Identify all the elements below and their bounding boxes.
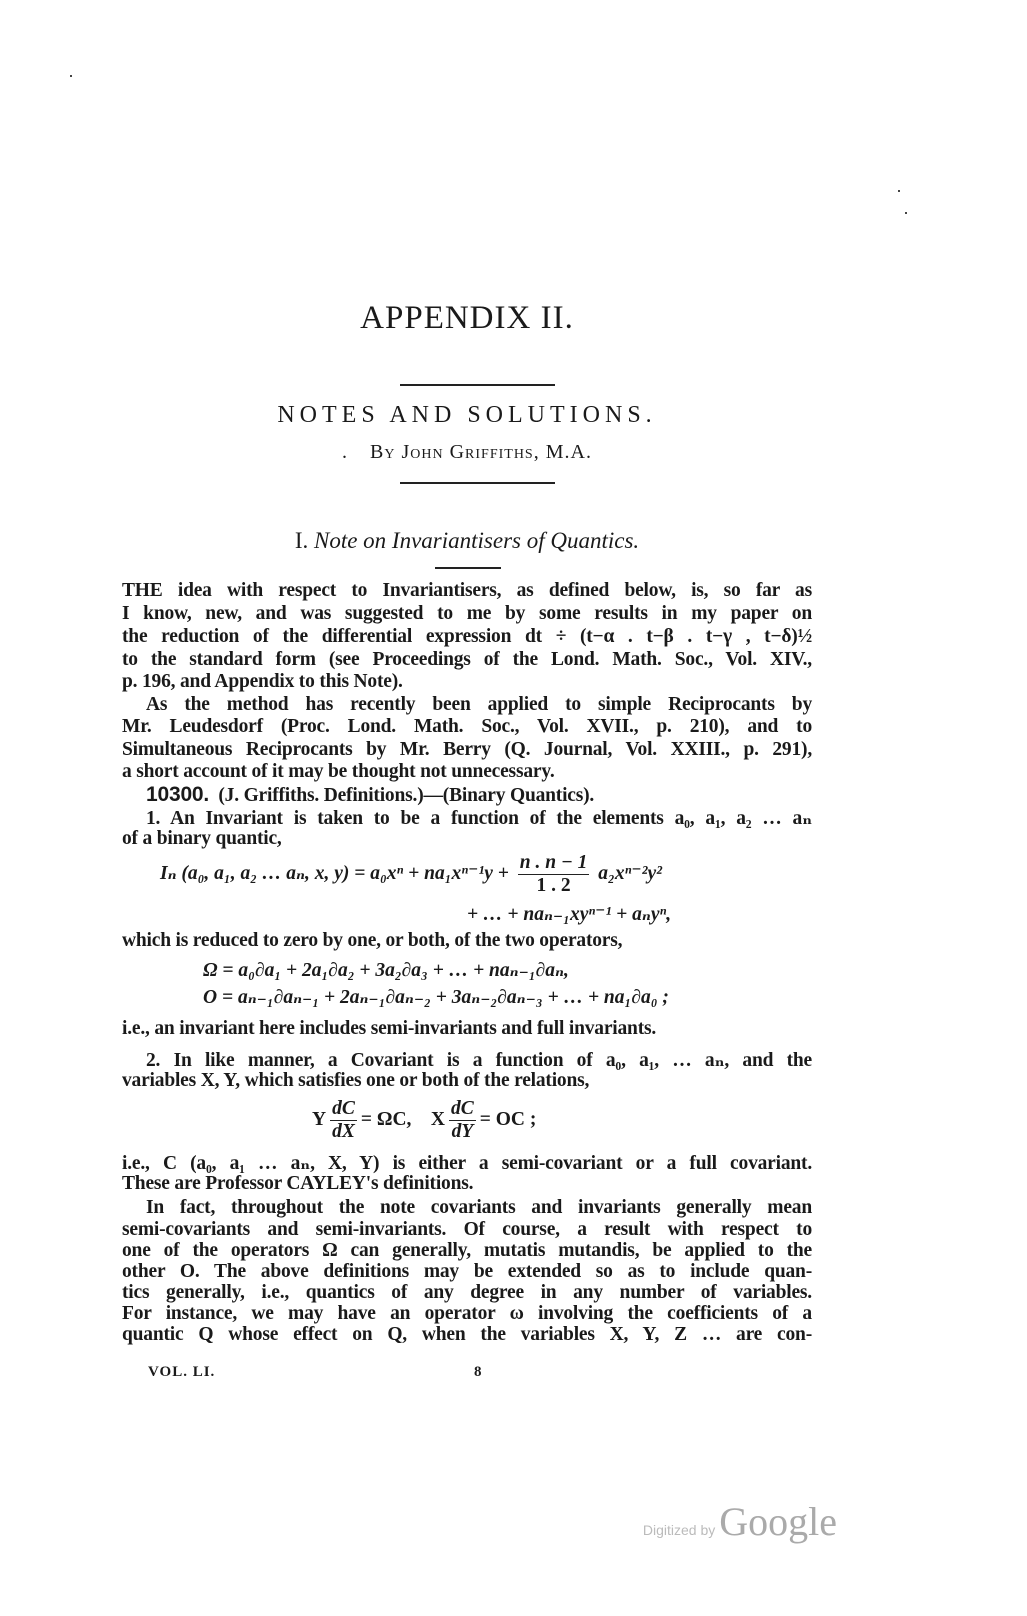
text-line: semi-covariants and semi-invariants. Of course, a result with respect to [122,1219,812,1240]
text-line: to the standard form (see Proceedings of the Lond. Math. Soc., Vol. XIV., [122,649,812,670]
text-line: Simultaneous Reciprocants by Mr. Berry (Q. Journal, Vol. XXIII., p. 291), [122,739,812,760]
fraction [449,1098,476,1143]
divider [435,567,501,569]
question-heading [146,783,812,807]
text-line: I know, new, and was suggested to me by some results in my paper on [122,603,812,624]
text-line: THE idea with respect to Invariantisers, as defined below, is, so far as [122,580,812,601]
fraction [330,1098,357,1143]
fraction [518,852,590,897]
scan-speck [905,212,907,214]
google-watermark [643,1498,837,1545]
section-heading [0,528,934,554]
text-line: p. 196, and Appendix to this Note). [122,671,403,692]
watermark-logo: Google [719,1499,837,1544]
equation-binary-quantic [160,852,662,897]
text-line: i.e., C (a₀, a₁ … aₙ, X, Y) is either a semi-covariant or a full covariant. [122,1153,812,1174]
operator-omega: Ω = a₀∂a₁ + 2a₁∂a₂ + 3a₂∂a₃ + … + naₙ₋₁∂aₙ, [203,960,569,981]
equation-covariant [312,1098,536,1143]
fraction-numerator: dC [451,1098,474,1119]
text-line: For instance, we may have an operator ω involving the coefficients of a [122,1303,812,1324]
volume-label: VOL. LI. [148,1364,216,1380]
text-line: variables X, Y, which satisfies one or both of the relations, [122,1070,590,1091]
eq-var-x: X [430,1108,446,1130]
subtitle: NOTES AND SOLUTIONS. [277,402,657,428]
text-line: a short account of it may be thought not unnecessary. [122,761,555,782]
question-number: 10300. [146,783,210,806]
fraction-denominator: dX [332,1121,355,1142]
equation-continuation: + … + naₙ₋₁xyⁿ⁻¹ + aₙyⁿ, [467,904,672,925]
text-line: 1. An Invariant is taken to be a function of the elements a₀, a₁, a₂ … aₙ [146,808,812,829]
signature-mark: 8 [474,1364,483,1380]
section-number: I. [294,528,309,553]
text-line: of a binary quantic, [122,828,282,849]
eq-var-y: Y [312,1108,327,1130]
text-line: the reduction of the differential expression dt ÷ (t−α . t−β . t−γ , t−δ)½ [122,626,812,647]
text-line: In fact, throughout the note covariants and invariants generally mean [146,1197,812,1218]
text-line: tics generally, i.e., quantics of any degree in any number of variables. [122,1282,812,1303]
text-line: i.e., an invariant here includes semi-invariants and full invariants. [122,1018,657,1039]
scan-speck [70,75,72,77]
text-line: one of the operators Ω can generally, mutatis mutandis, be applied to the [122,1240,812,1261]
eq-rhs: = OC ; [479,1108,537,1130]
scan-speck [898,190,900,192]
operator-o: O = aₙ₋₁∂aₙ₋₁ + 2aₙ₋₁∂aₙ₋₂ + 3aₙ₋₂∂aₙ₋₃ + … + na₁∂a₀ ; [203,987,669,1008]
text-line: Mr. Leudesdorf (Proc. Lond. Math. Soc., Vol. XVII., p. 210), and to [122,716,812,737]
text-line: These are Professor CAYLEY's definitions. [122,1173,474,1194]
fraction-denominator: 1 . 2 [536,875,571,896]
page-title: APPENDIX II. [360,300,574,336]
fraction-numerator: n . n − 1 [519,852,588,873]
fraction-numerator: dC [332,1098,355,1119]
question-attribution: (J. Griffiths. Definitions.)—(Binary Quantics). [218,785,595,806]
divider [400,482,555,484]
fraction-denominator: dY [451,1121,474,1142]
equation-rhs: a₂xⁿ⁻²y² [598,862,662,884]
byline-dot: . [342,441,349,463]
text-line: other O. The above definitions may be extended so as to include quan- [122,1261,812,1282]
byline [0,441,934,464]
author: By John Griffiths, M.A. [370,441,592,463]
text-line: As the method has recently been applied to simple Reciprocants by [146,694,812,715]
text-line: 2. In like manner, a Covariant is a function of a₀, a₁, … aₙ, and the [146,1050,812,1071]
watermark-small: Digitized by [642,1522,716,1538]
text-line: which is reduced to zero by one, or both, of the two operators, [122,930,623,951]
divider [400,384,555,386]
section-title: Note on Invariantisers of Quantics. [313,528,640,553]
equation-lhs: Iₙ (a₀, a₁, a₂ … aₙ, x, y) = a₀xⁿ + na₁xⁿ⁻¹y + [160,862,509,884]
eq-rhs: = ΩC, [360,1108,412,1130]
text-line: quantic Q whose effect on Q, when the variables X, Y, Z … are con- [122,1324,812,1345]
